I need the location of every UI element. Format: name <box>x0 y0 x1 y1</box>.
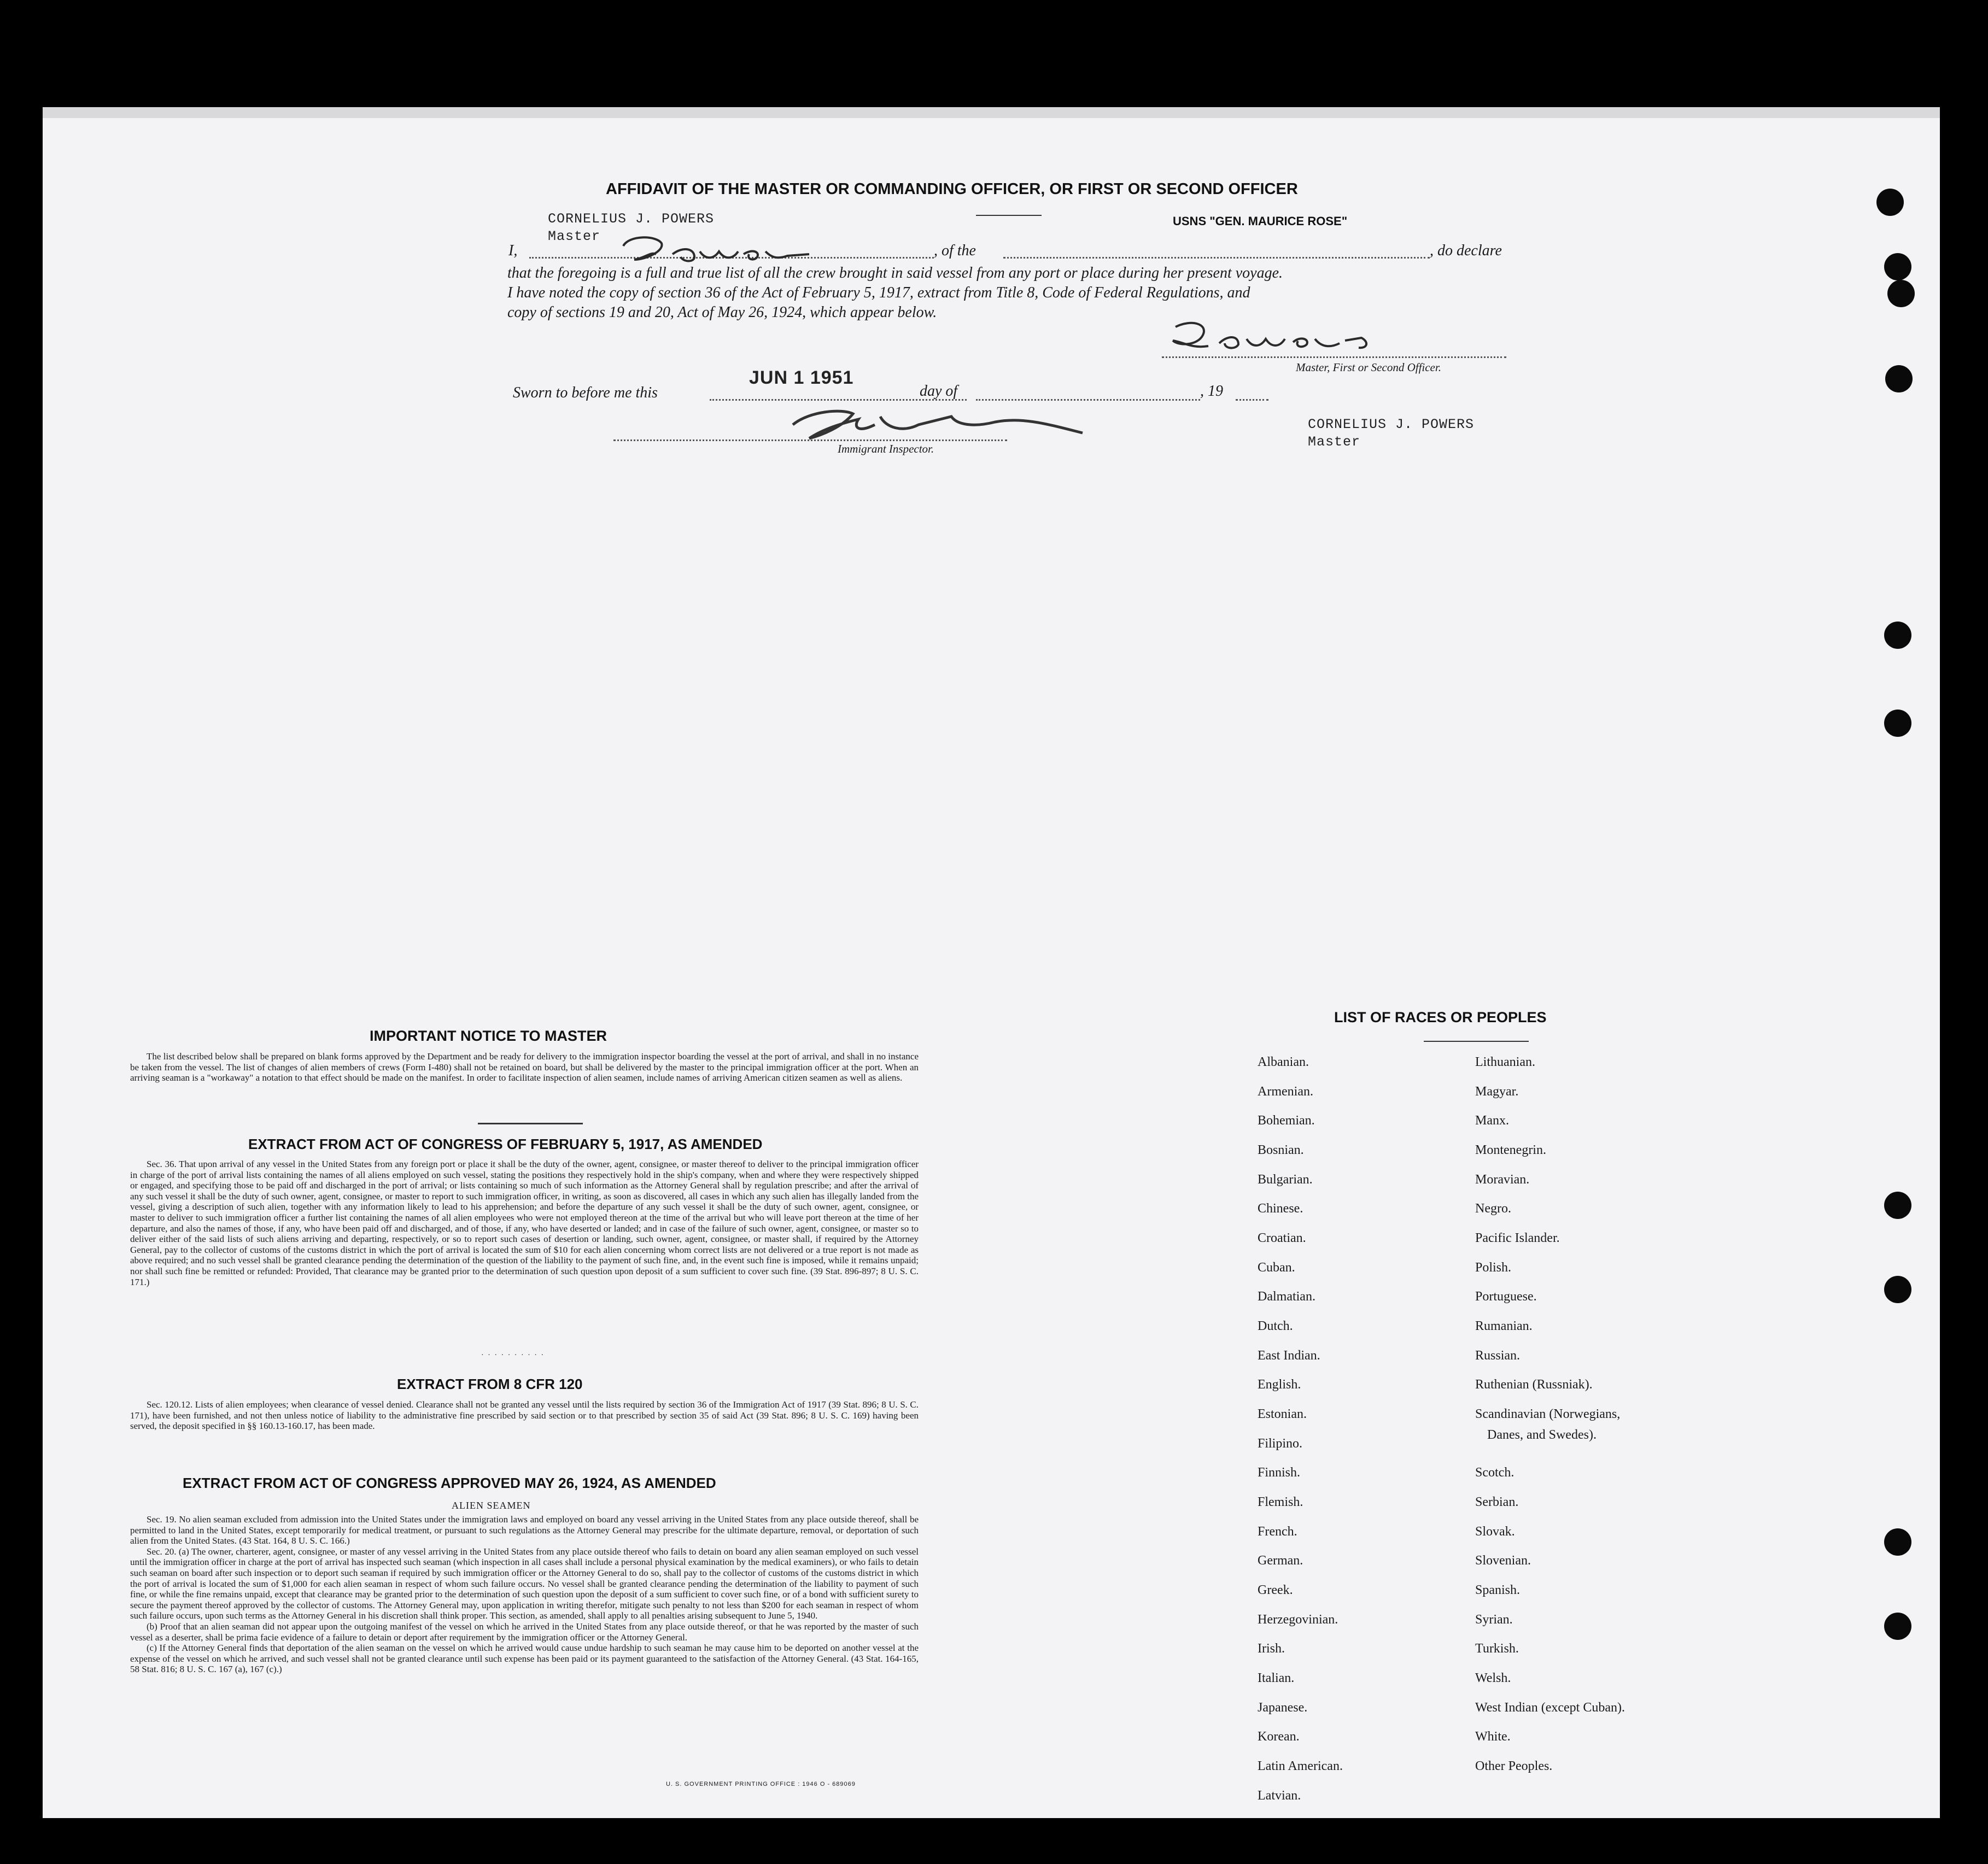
race-item: Korean. <box>1258 1730 1300 1744</box>
race-item: Scotch. <box>1475 1466 1515 1480</box>
stamp-master-rank: Master <box>1308 434 1361 450</box>
race-item: Turkish. <box>1475 1642 1519 1656</box>
sworn-prefix: Sworn to before me this <box>513 384 658 401</box>
race-item: Manx. <box>1475 1113 1509 1128</box>
race-item: Lithuanian. <box>1475 1055 1535 1069</box>
sworn-day-of: day of <box>920 383 958 400</box>
race-item: Croatian. <box>1258 1231 1306 1245</box>
race-item: Armenian. <box>1258 1085 1313 1099</box>
punch-hole <box>1876 189 1904 216</box>
sec-20b-paragraph: (b) Proof that an alien seaman did not appear upon the outgoing manifest of the vessel on which he arrived in the United States from any place outside thereof, or that he was reported by the master of such vessel as a deserter, shall be prima facie evidence of a failure to detain or deport after requirement by the immigration officer or the Attorney General. <box>130 1621 919 1643</box>
race-item: Italian. <box>1258 1671 1295 1685</box>
declaration-line-2: that the foregoing is a full and true list of all the crew brought in said vessel from any port or place during her present voyage. <box>507 265 1283 282</box>
race-item: West Indian (except Cuban). <box>1475 1701 1625 1715</box>
sec-20a-paragraph: Sec. 20. (a) The owner, charterer, agent, consignee, or master of any vessel arriving in the United States from any place outside thereof who fails to detain on board any alien seaman employed on such vessel until the immigration officer in charge at the port of arrival has inspected such seaman (which inspection in all cases shall include a personal physical examination by the medical examiners), or who fails to detain such seaman on board after such inspection or to deport such seaman if required by such immigration officer or the Attorney General to do so, shall pay to the collector of customs of the customs district in which the port of arrival is located the sum of $1,000 for each alien seaman in respect of whom such failure occurs. No vessel shall be granted clearance pending the determination of the liability to payment of such fine, or while the fine remains unpaid, except that clearance may be granted prior to the determination of such question upon the deposit of a sum sufficient to cover such fine, or of a bond with sufficient surety to secure the payment thereof approved by the collector of customs. The Attorney General may, upon application in writing therefor, mitigate such penalty to not less than $200 for each seaman in respect of whom such failure occurs, upon such terms as the Attorney General in his discretion shall think proper. This section, as amended, shall apply to all penalties arising subsequent to June 5, 1940. <box>130 1546 919 1621</box>
punch-hole <box>1884 1192 1911 1219</box>
race-item: Filipino. <box>1258 1437 1303 1451</box>
punch-hole <box>1884 710 1911 737</box>
vessel-line <box>1003 257 1430 259</box>
race-item: Polish. <box>1475 1261 1512 1275</box>
affidavit-title-rule <box>976 215 1042 216</box>
race-item: Scandinavian (Norwegians, <box>1475 1407 1621 1421</box>
declaration-line-3: I have noted the copy of section 36 of the Act of February 5, 1917, extract from Title 8, Code of Federal Regulations, and <box>507 284 1250 301</box>
master-signature-inline <box>612 230 842 273</box>
races-title: LIST OF RACES OR PEOPLES <box>1334 1009 1547 1025</box>
race-item: Spanish. <box>1475 1583 1521 1597</box>
vessel-name: USNS "GEN. MAURICE ROSE" <box>1173 214 1348 228</box>
punch-hole <box>1884 1528 1911 1556</box>
extract-1924-subtitle: ALIEN SEAMEN <box>452 1500 531 1511</box>
printer-imprint: U. S. GOVERNMENT PRINTING OFFICE : 1946 O - 689069 <box>666 1781 856 1787</box>
extract-cfr-paragraph: Sec. 120.12. Lists of alien employees; when clearance of vessel denied. Clearance shall not be granted any vessel until the lists required by section 36 of the Immigration Act of 1917 (39 Stat. 896; 8 U. S. C. 171), have been furnished, and not then unless notice of liability to the administrative fine prescribed by said section or to that prescribed by section 35 of said Act (39 Stat. 896; 8 U. S. C. 169) having been served, the deposit specified in §§ 160.13-160.17, has been made. <box>130 1399 919 1432</box>
inspector-line <box>613 439 1007 441</box>
race-item: English. <box>1258 1378 1301 1392</box>
race-item: Magyar. <box>1475 1085 1519 1099</box>
race-item: Other Peoples. <box>1475 1759 1553 1773</box>
race-item: Negro. <box>1475 1201 1511 1216</box>
punch-hole <box>1887 280 1915 307</box>
inspector-signature <box>776 395 1104 455</box>
race-item: Slovak. <box>1475 1525 1515 1539</box>
punch-hole <box>1884 253 1911 280</box>
typed-master-rank: Master <box>548 228 601 244</box>
declaration-i: I, <box>508 242 518 259</box>
race-item: Cuban. <box>1258 1261 1295 1275</box>
declaration-do-declare: , do declare <box>1430 242 1502 259</box>
race-item: Albanian. <box>1258 1055 1309 1069</box>
race-item: Chinese. <box>1258 1201 1303 1216</box>
sec-20c-paragraph: (c) If the Attorney General finds that deportation of the alien seaman on the vessel on which he arrived would cause undue hardship to such seaman he may cause him to be deported on another vessel at the expense of the vessel on which he arrived, and such vessel shall not be granted clearance until such expense has been paid or its payment guaranteed to the satisfaction of the Attorney General. (43 Stat. 164-165, 58 Stat. 816; 8 U. S. C. 167 (a), 167 (c).) <box>130 1643 919 1675</box>
race-item: Slovenian. <box>1475 1554 1531 1568</box>
notice-text <box>130 1051 919 1083</box>
declaration-line-4: copy of sections 19 and 20, Act of May 26, 1924, which appear below. <box>507 304 937 321</box>
race-item: Irish. <box>1258 1642 1285 1656</box>
sec-19-paragraph: Sec. 19. No alien seaman excluded from admission into the United States under the immigration laws and employed on board any vessel arriving in the United States from any place outside thereof, shall be permitted to land in the United States, except temporarily for medical treatment, or pursuant to such regulations as the Attorney General may prescribe for the ultimate departure, removal, or deportation of such alien from the United States. (43 Stat. 164, 8 U. S. C. 166.) <box>130 1514 919 1546</box>
extract-1924-text <box>130 1514 919 1675</box>
ornament-dots: · · · · · · · · · · <box>481 1351 545 1359</box>
races-title-rule <box>1424 1041 1529 1042</box>
notice-paragraph: The list described below shall be prepared on blank forms approved by the Department and be ready for delivery to the immigration inspector boarding the vessel at the port of arrival, and shall in no instance be taken from the vessel. The list of changes of alien members of crews (Form I-480) shall not be retained on board, but shall be delivered by the master to the principal immigration officer at the port. When an arriving seaman is a "workaway" a notation to that effect should be made on the manifest. In order to facilitate inspection of alien seamen, include names of arriving American citizen seamen as well as aliens. <box>130 1051 919 1083</box>
race-item: Dalmatian. <box>1258 1289 1315 1304</box>
race-item: Syrian. <box>1475 1613 1513 1627</box>
extract-1924-title: EXTRACT FROM ACT OF CONGRESS APPROVED MAY 26, 1924, AS AMENDED <box>183 1475 716 1491</box>
extract-cfr-text <box>130 1399 919 1432</box>
race-item: Latin American. <box>1258 1759 1343 1773</box>
race-item: Bohemian. <box>1258 1113 1315 1128</box>
inspector-caption: Immigrant Inspector. <box>838 442 934 455</box>
race-item: Rumanian. <box>1475 1319 1533 1333</box>
extract-1917-title: EXTRACT FROM ACT OF CONGRESS OF FEBRUARY 5, 1917, AS AMENDED <box>248 1136 763 1152</box>
sworn-date-stamp: JUN 1 1951 <box>749 367 854 388</box>
declaration-of-the: , of the <box>934 242 976 259</box>
race-item: Pacific Islander. <box>1475 1231 1560 1245</box>
race-item: Moravian. <box>1475 1173 1530 1187</box>
sworn-year-line <box>1236 399 1268 401</box>
stamp-master-name: CORNELIUS J. POWERS <box>1308 417 1475 432</box>
punch-hole <box>1885 365 1913 392</box>
punch-hole <box>1884 1276 1911 1303</box>
race-item: Portuguese. <box>1475 1289 1537 1304</box>
race-item: French. <box>1258 1525 1297 1539</box>
race-item: East Indian. <box>1258 1349 1320 1363</box>
affidavit-title: AFFIDAVIT OF THE MASTER OR COMMANDING OFFICER, OR FIRST OR SECOND OFFICER <box>606 180 1298 198</box>
notice-title: IMPORTANT NOTICE TO MASTER <box>370 1028 607 1044</box>
race-item: White. <box>1475 1730 1511 1744</box>
race-item: Greek. <box>1258 1583 1293 1597</box>
race-item: Flemish. <box>1258 1495 1303 1509</box>
master-signature-caption: Master, First or Second Officer. <box>1296 361 1441 374</box>
race-item: Montenegrin. <box>1475 1143 1546 1157</box>
race-item: Russian. <box>1475 1349 1521 1363</box>
race-item: Latvian. <box>1258 1789 1301 1803</box>
race-item: Herzegovinian. <box>1258 1613 1338 1627</box>
extract-cfr-title: EXTRACT FROM 8 CFR 120 <box>397 1376 583 1392</box>
race-item: Estonian. <box>1258 1407 1307 1421</box>
race-item: Bosnian. <box>1258 1143 1304 1157</box>
divider <box>478 1123 583 1124</box>
race-item: Dutch. <box>1258 1319 1293 1333</box>
punch-hole <box>1884 1613 1911 1640</box>
typed-master-name: CORNELIUS J. POWERS <box>548 211 715 227</box>
sworn-year: , 19 <box>1200 383 1223 400</box>
race-item: Ruthenian (Russniak). <box>1475 1378 1593 1392</box>
race-item: Bulgarian. <box>1258 1173 1313 1187</box>
punch-hole <box>1884 622 1911 649</box>
master-signature <box>1159 316 1389 360</box>
race-item: Danes, and Swedes). <box>1487 1428 1597 1442</box>
extract-1917-paragraph: Sec. 36. That upon arrival of any vessel in the United States from any foreign port or place it shall be the duty of the owner, agent, consignee, or master thereof to deliver to the principal immigration officer in charge of the port of arrival lists containing the names of all aliens employed on such vessel, stating the positions they respectively hold in the ship's company, when and where they were respectively shipped or engaged, and specifying those to be paid off and discharged in the port of arrival; or lists containing so much of such information as the Attorney General shall by regulation prescribe; and after the arrival of any such vessel it shall be the duty of such owner, agent, consignee, or master to report to such immigration officer, in writing, as soon as discovered, all cases in which any such alien has illegally landed from the vessel, giving a description of such alien, together with any information likely to lead to his apprehension; and before the departure of any such vessel it shall be the duty of such owner, agent, consignee, or master to deliver to such immigration officer a further list containing the names of all alien employees who were not employed thereon at the time of the arrival but who will leave port thereon at the time of her departure, and also the names of those, if any, who have been paid off and discharged, and of those, if any, who have deserted or landed; and in case of the failure of such owner, agent, consignee, or master so to deliver either of the said lists of such aliens arriving and departing, respectively, or so to report such cases of desertion or landing, such owner, agent, consignee, or master shall, if required by the Attorney General, pay to the collector of customs of the customs district in which the port of arrival is located the sum of $10 for each alien concerning whom correct lists are not delivered or a true report is not made as above required; and no such vessel shall be granted clearance pending the determination of the question of the liability to the payment of such fine, and, in the event such fine is imposed, while it remains unpaid; nor shall such fine be remitted or refunded: Provided, That clearance may be granted prior to the determination of such question upon deposit of a sum sufficient to cover such fine. (39 Stat. 896-897; 8 U. S. C. 171.) <box>130 1159 919 1287</box>
race-item: Serbian. <box>1475 1495 1519 1509</box>
extract-1917-text <box>130 1159 919 1287</box>
race-item: Welsh. <box>1475 1671 1511 1685</box>
race-item: Finnish. <box>1258 1466 1301 1480</box>
race-item: German. <box>1258 1554 1303 1568</box>
race-item: Japanese. <box>1258 1701 1308 1715</box>
